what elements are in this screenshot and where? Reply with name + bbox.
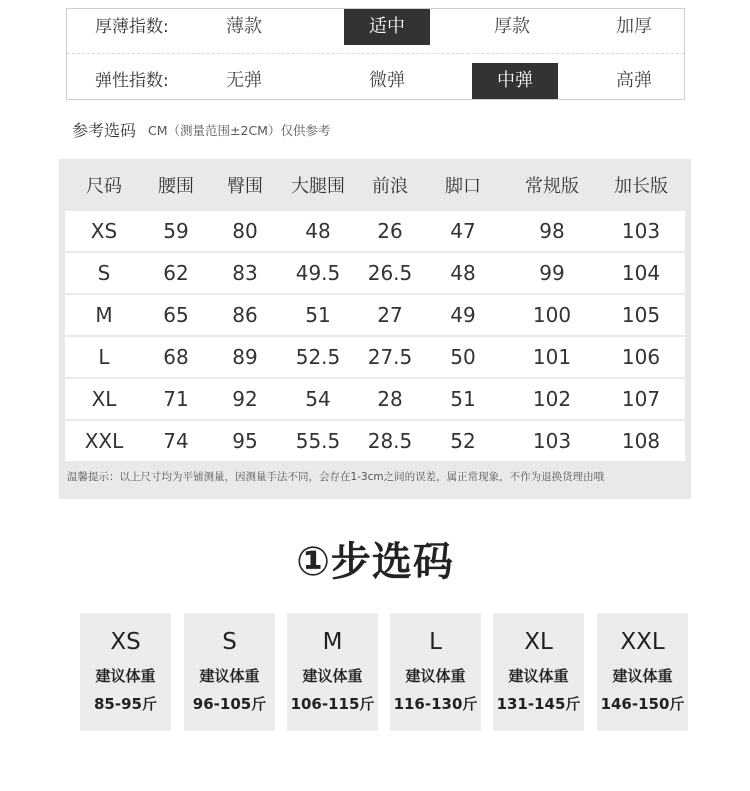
card-size: M bbox=[322, 629, 343, 655]
thickness-option-thick: 厚款 bbox=[494, 16, 530, 37]
cell-rise: 26.5 bbox=[367, 261, 413, 285]
thickness-option-medium-selected: 适中 bbox=[344, 9, 430, 45]
card-label: 建议体重 bbox=[95, 667, 156, 685]
cell-regular-length: 98 bbox=[539, 219, 565, 243]
table-row bbox=[65, 253, 685, 293]
cell-regular-length: 102 bbox=[532, 387, 572, 411]
cell-rise: 26 bbox=[377, 219, 403, 243]
cell-long-length: 106 bbox=[621, 345, 661, 369]
thickness-index-label: 厚薄指数: bbox=[95, 17, 169, 37]
cell-long-length: 107 bbox=[621, 387, 661, 411]
size-reference-note: CM（测量范围±2CM）仅供参考 bbox=[148, 123, 331, 138]
elasticity-option-slight: 微弹 bbox=[369, 70, 405, 91]
card-weight: 146-150斤 bbox=[600, 695, 685, 713]
cell-waist: 68 bbox=[163, 345, 189, 369]
index-divider bbox=[67, 53, 684, 54]
cell-leg-opening: 49 bbox=[450, 303, 476, 327]
card-weight: 85-95斤 bbox=[94, 695, 157, 713]
size-reference-title: 参考选码 bbox=[72, 121, 137, 140]
cell-leg-opening: 50 bbox=[450, 345, 476, 369]
cell-size: L bbox=[98, 345, 110, 369]
cell-hip: 89 bbox=[232, 345, 258, 369]
card-size: XS bbox=[110, 629, 141, 655]
card-weight: 96-105斤 bbox=[192, 695, 267, 713]
cell-rise: 27 bbox=[377, 303, 403, 327]
fabric-index-panel bbox=[66, 8, 685, 100]
cell-thigh: 48 bbox=[305, 219, 331, 243]
card-size: XXL bbox=[620, 629, 665, 655]
cell-waist: 65 bbox=[163, 303, 189, 327]
header-hip: 臀围 bbox=[227, 176, 263, 197]
thickness-index-row bbox=[67, 9, 684, 45]
cell-thigh: 54 bbox=[305, 387, 331, 411]
cell-size: M bbox=[95, 303, 113, 327]
cell-rise: 27.5 bbox=[367, 345, 413, 369]
cell-regular-length: 103 bbox=[532, 429, 572, 453]
cell-long-length: 108 bbox=[621, 429, 661, 453]
cell-regular-length: 99 bbox=[539, 261, 565, 285]
table-row bbox=[65, 337, 685, 377]
cell-size: XS bbox=[90, 219, 118, 243]
cell-leg-opening: 47 bbox=[450, 219, 476, 243]
cell-waist: 71 bbox=[163, 387, 189, 411]
measurement-tip-note: 温馨提示：以上尺寸均为平铺测量，因测量手法不同，会存在1-3cm之间的误差，属正常现象，不作为退换货理由哦 bbox=[67, 471, 605, 483]
size-card-l bbox=[390, 613, 481, 731]
table-header-row bbox=[59, 159, 691, 211]
cell-size: XL bbox=[91, 387, 117, 411]
cell-rise: 28.5 bbox=[367, 429, 413, 453]
cell-thigh: 49.5 bbox=[295, 261, 341, 285]
cell-hip: 86 bbox=[232, 303, 258, 327]
cell-size: XXL bbox=[84, 429, 124, 453]
card-label: 建议体重 bbox=[302, 667, 363, 685]
size-card-xl bbox=[493, 613, 584, 731]
card-weight: 106-115斤 bbox=[290, 695, 375, 713]
card-label: 建议体重 bbox=[199, 667, 260, 685]
card-weight: 116-130斤 bbox=[393, 695, 478, 713]
header-regular-length: 常规版 bbox=[525, 176, 579, 197]
cell-hip: 95 bbox=[232, 429, 258, 453]
header-rise: 前浪 bbox=[372, 176, 408, 197]
elasticity-index-label: 弹性指数: bbox=[95, 71, 169, 91]
table-row bbox=[65, 295, 685, 335]
step-title: ①步选码 bbox=[296, 539, 454, 585]
thickness-option-extra-thick: 加厚 bbox=[616, 16, 652, 37]
card-weight: 131-145斤 bbox=[496, 695, 581, 713]
size-card-s bbox=[184, 613, 275, 731]
thickness-option-thin: 薄款 bbox=[226, 16, 262, 37]
table-row bbox=[65, 379, 685, 419]
cell-size: S bbox=[97, 261, 111, 285]
cell-hip: 83 bbox=[232, 261, 258, 285]
cell-long-length: 103 bbox=[621, 219, 661, 243]
table-row bbox=[65, 421, 685, 461]
size-card-xxl bbox=[597, 613, 688, 731]
cell-thigh: 51 bbox=[305, 303, 331, 327]
cell-thigh: 55.5 bbox=[295, 429, 341, 453]
cell-waist: 62 bbox=[163, 261, 189, 285]
header-leg-opening: 脚口 bbox=[445, 176, 481, 197]
card-label: 建议体重 bbox=[405, 667, 466, 685]
cell-waist: 74 bbox=[163, 429, 189, 453]
card-label: 建议体重 bbox=[508, 667, 569, 685]
card-label: 建议体重 bbox=[612, 667, 673, 685]
cell-hip: 80 bbox=[232, 219, 258, 243]
cell-waist: 59 bbox=[163, 219, 189, 243]
card-size: XL bbox=[524, 629, 553, 655]
size-card-xs bbox=[80, 613, 171, 731]
cell-regular-length: 101 bbox=[532, 345, 572, 369]
card-size: S bbox=[222, 629, 237, 655]
header-long-length: 加长版 bbox=[614, 176, 668, 197]
header-waist: 腰围 bbox=[158, 176, 194, 197]
cell-rise: 28 bbox=[377, 387, 403, 411]
table-row bbox=[65, 211, 685, 251]
size-card-m bbox=[287, 613, 378, 731]
cell-leg-opening: 52 bbox=[450, 429, 476, 453]
cell-long-length: 105 bbox=[621, 303, 661, 327]
elasticity-index-row bbox=[67, 63, 684, 99]
cell-thigh: 52.5 bbox=[295, 345, 341, 369]
header-size: 尺码 bbox=[86, 176, 122, 197]
cell-leg-opening: 48 bbox=[450, 261, 476, 285]
header-thigh: 大腿围 bbox=[291, 176, 345, 197]
elasticity-option-none: 无弹 bbox=[226, 70, 262, 91]
size-chart-table bbox=[59, 159, 691, 499]
cell-long-length: 104 bbox=[621, 261, 661, 285]
elasticity-option-medium-selected: 中弹 bbox=[472, 63, 558, 99]
cell-regular-length: 100 bbox=[532, 303, 572, 327]
cell-leg-opening: 51 bbox=[450, 387, 476, 411]
card-size: L bbox=[429, 629, 442, 655]
elasticity-option-high: 高弹 bbox=[616, 70, 652, 91]
cell-hip: 92 bbox=[232, 387, 258, 411]
